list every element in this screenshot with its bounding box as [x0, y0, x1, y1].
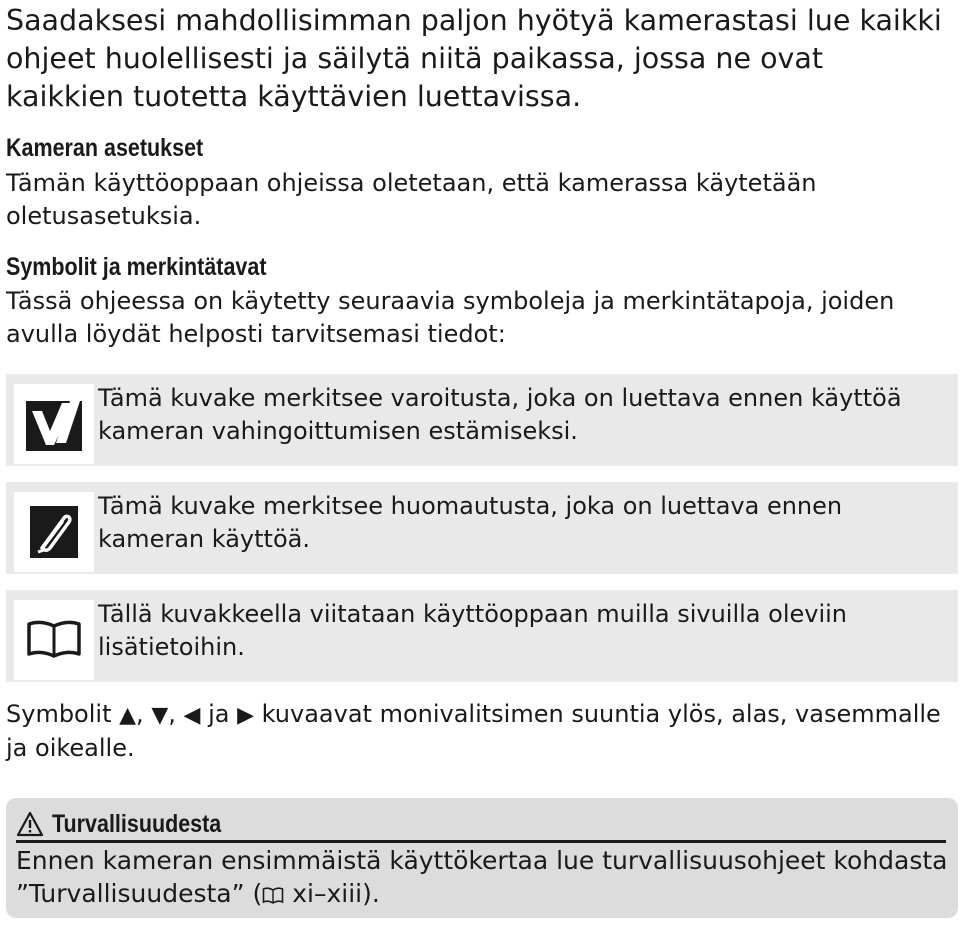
safety-title: Turvallisuudesta [52, 810, 222, 838]
camera-settings-heading: Kameran asetukset [6, 134, 204, 162]
symbols-heading: Symbolit ja merkintätavat [6, 253, 267, 281]
up-arrow-icon: ▲ [119, 703, 137, 728]
warning-triangle-icon [16, 811, 44, 837]
book-ref-icon [262, 887, 284, 905]
camera-settings-text: Tämän käyttöoppaan ohjeissa oletetaan, että kamerassa käytetään oletusasetuksia. [6, 169, 817, 230]
symbol-reference-text: Tällä kuvakkeella viitataan käyttöoppaan muilla sivuilla oleviin lisätietoihin. [98, 600, 848, 661]
safety-page-ref: xi–xiii [292, 879, 363, 908]
safety-text-after: ). [362, 879, 380, 908]
right-arrow-icon: ▶ [237, 703, 254, 728]
down-arrow-icon: ▼ [151, 703, 169, 728]
directions-suffix: kuvaavat monivalitsimen suuntia ylös, alas, vasemmalle ja oikealle. [6, 700, 941, 762]
caution-check-icon [14, 384, 94, 464]
symbol-row-note [6, 482, 958, 574]
symbol-note-text: Tämä kuvake merkitsee huomautusta, joka on luettava ennen kameran käyttöä. [98, 492, 843, 553]
directions-prefix: Symbolit [6, 700, 112, 728]
safety-text-before: Ennen kameran ensimmäistä käyttökertaa lue turvallisuusohjeet kohdasta ”Turvallisuudesta” ( [16, 846, 948, 908]
book-icon [14, 600, 94, 680]
left-arrow-icon: ◀ [183, 703, 201, 728]
directions-text: Symbolit ▲, ▼, ◀ ja ▶ kuvaavat monivalitsimen suuntia ylös, alas, vasemmalle ja oikealle. [6, 700, 941, 762]
directions-and: ja [208, 700, 230, 728]
symbols-text: Tässä ohjeessa on käytetty seuraavia symboleja ja merkintätapoja, joiden avulla löydät helposti tarvitsemasi tiedot: [6, 287, 895, 348]
safety-text [16, 844, 951, 910]
safety-callout [6, 798, 958, 918]
intro-paragraph: Saadaksesi mahdollisimman paljon hyötyä kamerastasi lue kaikki ohjeet huolellisesti ja säilytä niitä paikassa, jossa ne ovat kaikkien tuotetta käyttävien luettavissa. [6, 4, 942, 113]
note-pencil-icon [14, 492, 94, 572]
symbol-caution-text: Tämä kuvake merkitsee varoitusta, joka on luettava ennen käyttöä kameran vahingoittumisen estämiseksi. [98, 384, 902, 445]
symbol-row-reference [6, 590, 958, 682]
safety-header [16, 808, 946, 843]
symbol-row-caution [6, 374, 958, 466]
